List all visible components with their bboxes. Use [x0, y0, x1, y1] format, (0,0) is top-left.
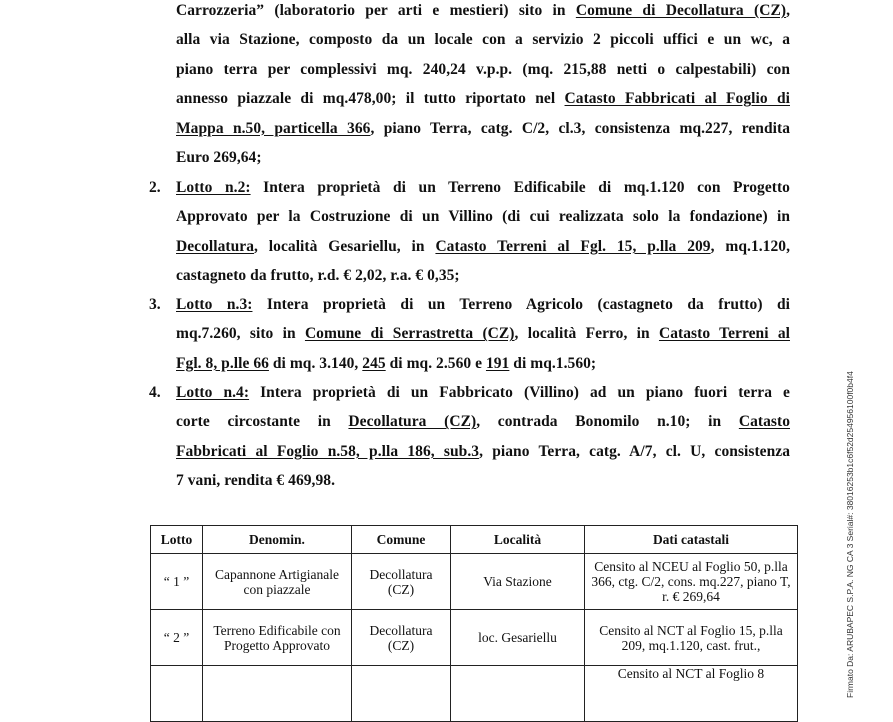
- text-run: Intera proprietà di un Fabbricato (Villino) ad un piano fuori terra e: [249, 384, 790, 401]
- list-item-line: [176, 324, 790, 344]
- list-item-line: [176, 295, 790, 315]
- text-run: Carrozzeria” (laboratorio per arti e mestieri) sito in: [176, 2, 576, 19]
- cell-localita: [451, 666, 585, 722]
- underlined-reference: Decollatura: [176, 237, 255, 255]
- list-item-line: [176, 442, 790, 462]
- underlined-reference: Lotto n.2:: [176, 179, 251, 196]
- digital-signature-text: Firmato Da: ARUBAPEC S.P.A. NG CA 3 Serial#: 38016253b1c6f52d254956100f0b4f4: [845, 371, 855, 698]
- header-dati-catastali: Dati catastali: [585, 526, 798, 554]
- list-item-line: [176, 471, 335, 491]
- cell-lotto: “ 1 ”: [151, 554, 203, 610]
- cell-denominazione: Terreno Edificabile con Progetto Approvato: [203, 610, 352, 666]
- cell-lotto: [151, 666, 203, 722]
- underlined-reference: Fabbricati al Foglio n.58, p.lla 186, sub.3: [176, 442, 480, 460]
- list-number: 3.: [149, 296, 161, 313]
- underlined-reference: Comune di Serrastretta (CZ): [304, 325, 515, 343]
- text-run: , località Gesariellu, in: [254, 237, 436, 255]
- text-run: di mq. 2.560 e: [385, 354, 486, 372]
- cadastral-table: [150, 525, 798, 722]
- text-run: Intera proprietà di un Terreno Edificabile di mq.1.120 con Progetto: [250, 179, 790, 196]
- cell-denominazione: Capannone Artigianale con piazzale: [203, 554, 352, 610]
- list-item-line: [176, 383, 790, 403]
- header-comune: Comune: [352, 526, 451, 554]
- underlined-reference: 245: [362, 354, 386, 372]
- list-item-line: [176, 354, 596, 374]
- cell-dati-catastali: Censito al NCEU al Foglio 50, p.lla 366, ctg. C/2, cons. mq.227, piano T, r. € 269,64: [585, 554, 798, 610]
- paragraph-line: [176, 1, 790, 21]
- text-run: , piano Terra, catg. A/7, cl. U, consistenza: [479, 442, 791, 460]
- text-run: Euro 269,64;: [176, 149, 262, 166]
- text-run: mq.7.260, sito in: [176, 325, 305, 343]
- list-number: 2.: [149, 179, 161, 196]
- text-run: di mq. 3.140,: [268, 354, 363, 372]
- paragraph-line: [176, 89, 790, 109]
- text-run: annesso piazzale di mq.478,00; il tutto riportato nel: [176, 90, 565, 108]
- table-row: [151, 610, 798, 666]
- header-denominazione: Denomin.: [203, 526, 352, 554]
- signature-sidebar: [845, 371, 893, 708]
- text-run: , mq.1.120,: [710, 237, 790, 255]
- underlined-reference: Comune di Decollatura (CZ): [575, 2, 787, 19]
- list-item-line: [176, 266, 460, 286]
- cell-lotto: “ 2 ”: [151, 610, 203, 666]
- underlined-reference: Mappa n.50, particella 366: [176, 119, 371, 137]
- table-row: [151, 554, 798, 610]
- paragraph-line: [176, 30, 790, 50]
- text-run: piano terra per complessivi mq. 240,24 v.p.p. (mq. 215,88 netti o calpestabili) con: [176, 60, 790, 78]
- text-run: ,: [786, 2, 790, 19]
- underlined-reference: 191: [485, 354, 510, 372]
- text-run: , piano Terra, catg. C/2, cl.3, consistenza mq.227, rendita: [370, 119, 790, 137]
- underlined-reference: Fgl. 8, p.lle 66: [176, 354, 269, 372]
- text-run: Intera proprietà di un Terreno Agricolo (castagneto da frutto) di: [252, 296, 790, 313]
- text-run: 7 vani, rendita € 469,98.: [176, 472, 335, 490]
- underlined-reference: Lotto n.3:: [176, 296, 253, 313]
- cell-comune: Decollatura (CZ): [352, 554, 451, 610]
- text-run: di mq.1.560;: [509, 354, 597, 372]
- underlined-reference: Catasto Terreni al Fgl. 15, p.lla 209: [435, 237, 711, 255]
- cell-localita: loc. Gesariellu: [451, 610, 585, 666]
- text-run: alla via Stazione, composto da un locale con a servizio 2 piccoli uffici e un wc, a: [176, 31, 790, 49]
- paragraph-line: [176, 148, 262, 168]
- cell-localita: Via Stazione: [451, 554, 585, 610]
- list-item-line: [176, 412, 790, 432]
- underlined-reference: Catasto: [738, 413, 790, 431]
- cell-comune: [352, 666, 451, 722]
- cell-dati-catastali: Censito al NCT al Foglio 15, p.lla 209, mq.1.120, cast. frut.,: [585, 610, 798, 666]
- list-number: 4.: [149, 384, 161, 401]
- list-item-line: [176, 237, 790, 257]
- paragraph-line: [176, 119, 790, 139]
- underlined-reference: Decollatura (CZ): [348, 413, 477, 431]
- cell-comune: Decollatura (CZ): [352, 610, 451, 666]
- text-run: , località Ferro, in: [514, 325, 659, 343]
- paragraph-line: [176, 60, 790, 80]
- list-item-line: [176, 207, 790, 227]
- header-localita: Località: [451, 526, 585, 554]
- cell-denominazione: [203, 666, 352, 722]
- cell-dati-catastali: Censito al NCT al Foglio 8: [585, 666, 798, 722]
- table-row: [151, 666, 798, 722]
- list-item-line: [176, 178, 790, 198]
- text-run: castagneto da frutto, r.d. € 2,02, r.a. € 0,35;: [176, 267, 460, 285]
- table-header-row: [151, 526, 798, 554]
- text-run: , contrada Bonomilo n.10; in: [476, 413, 739, 431]
- underlined-reference: Catasto Terreni al: [658, 325, 790, 343]
- text-run: Approvato per la Costruzione di un Villino (di cui realizzata solo la fondazione) in: [176, 208, 790, 226]
- text-run: corte circostante in: [176, 413, 349, 431]
- underlined-reference: Catasto Fabbricati al Foglio di: [564, 90, 790, 108]
- underlined-reference: Lotto n.4:: [176, 384, 250, 401]
- header-lotto: Lotto: [151, 526, 203, 554]
